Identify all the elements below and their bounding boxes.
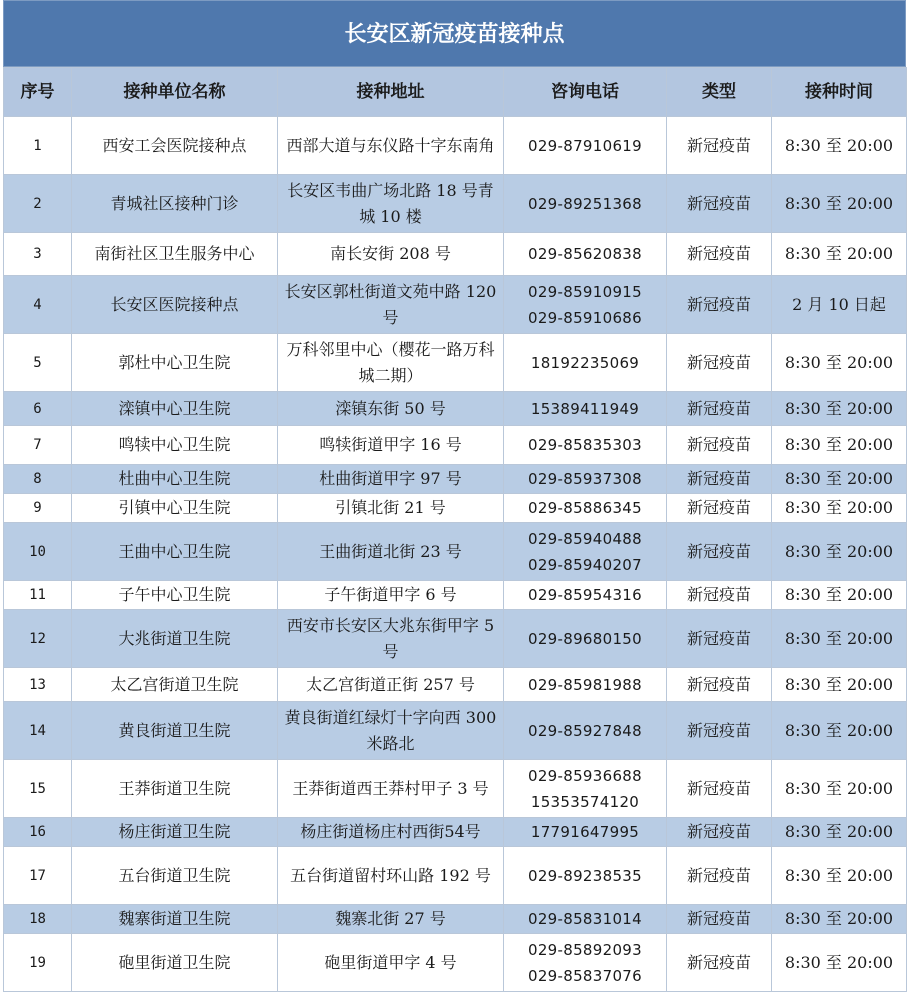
phone-number: 029-85831014 bbox=[528, 910, 642, 928]
row-address: 长安区韦曲广场北路 18 号青城 10 楼 bbox=[278, 175, 504, 233]
row-time: 8:30 至 20:00 bbox=[772, 426, 907, 465]
row-address: 南长安街 208 号 bbox=[278, 233, 504, 276]
table-row bbox=[4, 702, 907, 760]
row-time: 8:30 至 20:00 bbox=[772, 494, 907, 523]
row-type: 新冠疫苗 bbox=[667, 847, 772, 905]
row-address: 杨庄街道杨庄村西街54号 bbox=[278, 818, 504, 847]
phone-number: 029-89680150 bbox=[528, 629, 642, 648]
header-type: 类型 bbox=[667, 68, 772, 117]
row-site-name: 青城社区接种门诊 bbox=[72, 175, 278, 233]
row-phone bbox=[504, 702, 667, 760]
row-address: 五台街道留村环山路 192 号 bbox=[278, 847, 504, 905]
row-seq: 2 bbox=[4, 175, 72, 233]
row-site-name: 滦镇中心卫生院 bbox=[72, 392, 278, 426]
row-address: 万科邻里中心（樱花一路万科城二期） bbox=[278, 334, 504, 392]
row-time: 8:30 至 20:00 bbox=[772, 465, 907, 494]
row-time: 8:30 至 20:00 bbox=[772, 905, 907, 934]
row-site-name: 长安区医院接种点 bbox=[72, 276, 278, 334]
row-time: 8:30 至 20:00 bbox=[772, 581, 907, 610]
table-row bbox=[4, 392, 907, 426]
row-phone bbox=[504, 934, 667, 992]
phone-number: 029-85620838 bbox=[528, 245, 642, 263]
phone-number: 15389411949 bbox=[530, 399, 640, 418]
row-phone bbox=[504, 276, 667, 334]
row-seq: 18 bbox=[4, 905, 72, 934]
row-phone bbox=[504, 392, 667, 426]
table-row bbox=[4, 426, 907, 465]
row-time: 2 月 10 日起 bbox=[772, 276, 907, 334]
row-seq: 8 bbox=[4, 465, 72, 494]
row-site-name: 砲里街道卫生院 bbox=[72, 934, 278, 992]
row-type: 新冠疫苗 bbox=[667, 334, 772, 392]
row-seq: 9 bbox=[4, 494, 72, 523]
row-address: 引镇北街 21 号 bbox=[278, 494, 504, 523]
row-site-name: 黄良街道卫生院 bbox=[72, 702, 278, 760]
row-type: 新冠疫苗 bbox=[667, 117, 772, 175]
table-row bbox=[4, 233, 907, 276]
table-header-row bbox=[4, 68, 907, 117]
row-site-name: 大兆街道卫生院 bbox=[72, 610, 278, 668]
row-site-name: 西安工会医院接种点 bbox=[72, 117, 278, 175]
row-time: 8:30 至 20:00 bbox=[772, 702, 907, 760]
row-site-name: 王曲中心卫生院 bbox=[72, 523, 278, 581]
row-address: 杜曲街道甲字 97 号 bbox=[278, 465, 504, 494]
row-address: 太乙宫街道正街 257 号 bbox=[278, 668, 504, 702]
row-address: 王莽街道西王莽村甲子 3 号 bbox=[278, 760, 504, 818]
row-seq: 16 bbox=[4, 818, 72, 847]
header-phone: 咨询电话 bbox=[504, 68, 667, 117]
row-type: 新冠疫苗 bbox=[667, 905, 772, 934]
row-phone bbox=[504, 523, 667, 581]
row-phone bbox=[504, 117, 667, 175]
row-type: 新冠疫苗 bbox=[667, 175, 772, 233]
table-row bbox=[4, 847, 907, 905]
row-time: 8:30 至 20:00 bbox=[772, 668, 907, 702]
row-time: 8:30 至 20:00 bbox=[772, 847, 907, 905]
row-time: 8:30 至 20:00 bbox=[772, 175, 907, 233]
table-row bbox=[4, 334, 907, 392]
row-site-name: 五台街道卫生院 bbox=[72, 847, 278, 905]
row-site-name: 魏寨街道卫生院 bbox=[72, 905, 278, 934]
row-phone bbox=[504, 465, 667, 494]
row-type: 新冠疫苗 bbox=[667, 426, 772, 465]
header-address: 接种地址 bbox=[278, 68, 504, 117]
table-row bbox=[4, 117, 907, 175]
row-site-name: 杨庄街道卫生院 bbox=[72, 818, 278, 847]
phone-number: 029-85927848 bbox=[528, 721, 642, 740]
row-phone bbox=[504, 494, 667, 523]
phone-number: 029-85937308 bbox=[528, 470, 642, 488]
table-row bbox=[4, 610, 907, 668]
row-address: 王曲街道北街 23 号 bbox=[278, 523, 504, 581]
phone-number: 029-85936688 bbox=[528, 766, 642, 785]
table-row bbox=[4, 818, 907, 847]
row-phone bbox=[504, 334, 667, 392]
row-phone bbox=[504, 581, 667, 610]
table-row bbox=[4, 465, 907, 494]
phone-number: 029-85837076 bbox=[528, 966, 642, 985]
row-site-name: 南街社区卫生服务中心 bbox=[72, 233, 278, 276]
row-phone bbox=[504, 760, 667, 818]
table-row bbox=[4, 934, 907, 992]
table-row bbox=[4, 523, 907, 581]
row-address: 砲里街道甲字 4 号 bbox=[278, 934, 504, 992]
row-phone bbox=[504, 668, 667, 702]
table-row bbox=[4, 494, 907, 523]
phone-number: 029-85910686 bbox=[528, 308, 642, 327]
row-type: 新冠疫苗 bbox=[667, 610, 772, 668]
header-site-name: 接种单位名称 bbox=[72, 68, 278, 117]
phone-number: 029-89251368 bbox=[528, 194, 642, 213]
row-seq: 1 bbox=[4, 117, 72, 175]
row-seq: 15 bbox=[4, 760, 72, 818]
vaccination-sites-table bbox=[3, 67, 907, 992]
row-time: 8:30 至 20:00 bbox=[772, 610, 907, 668]
phone-number: 17791647995 bbox=[530, 823, 640, 841]
row-type: 新冠疫苗 bbox=[667, 934, 772, 992]
table-row bbox=[4, 581, 907, 610]
row-type: 新冠疫苗 bbox=[667, 702, 772, 760]
row-site-name: 太乙宫街道卫生院 bbox=[72, 668, 278, 702]
row-type: 新冠疫苗 bbox=[667, 760, 772, 818]
table-row bbox=[4, 276, 907, 334]
row-seq: 19 bbox=[4, 934, 72, 992]
row-phone bbox=[504, 175, 667, 233]
row-time: 8:30 至 20:00 bbox=[772, 233, 907, 276]
row-seq: 5 bbox=[4, 334, 72, 392]
row-phone bbox=[504, 426, 667, 465]
row-site-name: 郭杜中心卫生院 bbox=[72, 334, 278, 392]
row-type: 新冠疫苗 bbox=[667, 276, 772, 334]
phone-number: 029-85981988 bbox=[528, 675, 642, 694]
vaccination-sites-table-panel bbox=[3, 0, 906, 992]
table-title: 长安区新冠疫苗接种点 bbox=[3, 0, 906, 67]
phone-number: 029-85910915 bbox=[528, 282, 642, 301]
row-address: 滦镇东街 50 号 bbox=[278, 392, 504, 426]
row-type: 新冠疫苗 bbox=[667, 581, 772, 610]
row-time: 8:30 至 20:00 bbox=[772, 818, 907, 847]
row-address: 西部大道与东仪路十字东南角 bbox=[278, 117, 504, 175]
row-phone bbox=[504, 233, 667, 276]
phone-number: 15353574120 bbox=[530, 792, 640, 811]
table-row bbox=[4, 905, 907, 934]
row-time: 8:30 至 20:00 bbox=[772, 523, 907, 581]
row-time: 8:30 至 20:00 bbox=[772, 934, 907, 992]
row-phone bbox=[504, 905, 667, 934]
row-seq: 10 bbox=[4, 523, 72, 581]
row-time: 8:30 至 20:00 bbox=[772, 760, 907, 818]
row-seq: 12 bbox=[4, 610, 72, 668]
phone-number: 029-85886345 bbox=[528, 499, 642, 517]
phone-number: 18192235069 bbox=[530, 353, 640, 372]
row-site-name: 鸣犊中心卫生院 bbox=[72, 426, 278, 465]
phone-number: 029-85892093 bbox=[528, 940, 642, 959]
row-time: 8:30 至 20:00 bbox=[772, 334, 907, 392]
row-seq: 3 bbox=[4, 233, 72, 276]
phone-number: 029-87910619 bbox=[528, 136, 642, 155]
row-type: 新冠疫苗 bbox=[667, 818, 772, 847]
phone-number: 029-89238535 bbox=[528, 866, 642, 885]
phone-number: 029-85835303 bbox=[528, 436, 642, 454]
row-seq: 6 bbox=[4, 392, 72, 426]
row-type: 新冠疫苗 bbox=[667, 233, 772, 276]
table-row bbox=[4, 668, 907, 702]
phone-number: 029-85940488 bbox=[528, 529, 642, 548]
row-address: 鸣犊街道甲字 16 号 bbox=[278, 426, 504, 465]
row-site-name: 引镇中心卫生院 bbox=[72, 494, 278, 523]
row-site-name: 王莽街道卫生院 bbox=[72, 760, 278, 818]
row-address: 黄良街道红绿灯十字向西 300 米路北 bbox=[278, 702, 504, 760]
row-type: 新冠疫苗 bbox=[667, 523, 772, 581]
row-seq: 11 bbox=[4, 581, 72, 610]
row-time: 8:30 至 20:00 bbox=[772, 392, 907, 426]
row-type: 新冠疫苗 bbox=[667, 668, 772, 702]
header-time: 接种时间 bbox=[772, 68, 907, 117]
row-address: 魏寨北街 27 号 bbox=[278, 905, 504, 934]
row-seq: 13 bbox=[4, 668, 72, 702]
phone-number: 029-85954316 bbox=[528, 586, 642, 604]
row-seq: 14 bbox=[4, 702, 72, 760]
row-phone bbox=[504, 610, 667, 668]
row-address: 子午街道甲字 6 号 bbox=[278, 581, 504, 610]
table-row bbox=[4, 175, 907, 233]
row-seq: 17 bbox=[4, 847, 72, 905]
row-type: 新冠疫苗 bbox=[667, 392, 772, 426]
row-address: 西安市长安区大兆东街甲字 5 号 bbox=[278, 610, 504, 668]
phone-number: 029-85940207 bbox=[528, 555, 642, 574]
row-seq: 4 bbox=[4, 276, 72, 334]
row-site-name: 杜曲中心卫生院 bbox=[72, 465, 278, 494]
row-time: 8:30 至 20:00 bbox=[772, 117, 907, 175]
row-site-name: 子午中心卫生院 bbox=[72, 581, 278, 610]
table-row bbox=[4, 760, 907, 818]
row-type: 新冠疫苗 bbox=[667, 465, 772, 494]
row-address: 长安区郭杜街道文苑中路 120 号 bbox=[278, 276, 504, 334]
row-phone bbox=[504, 847, 667, 905]
header-seq: 序号 bbox=[4, 68, 72, 117]
row-type: 新冠疫苗 bbox=[667, 494, 772, 523]
row-seq: 7 bbox=[4, 426, 72, 465]
row-phone bbox=[504, 818, 667, 847]
